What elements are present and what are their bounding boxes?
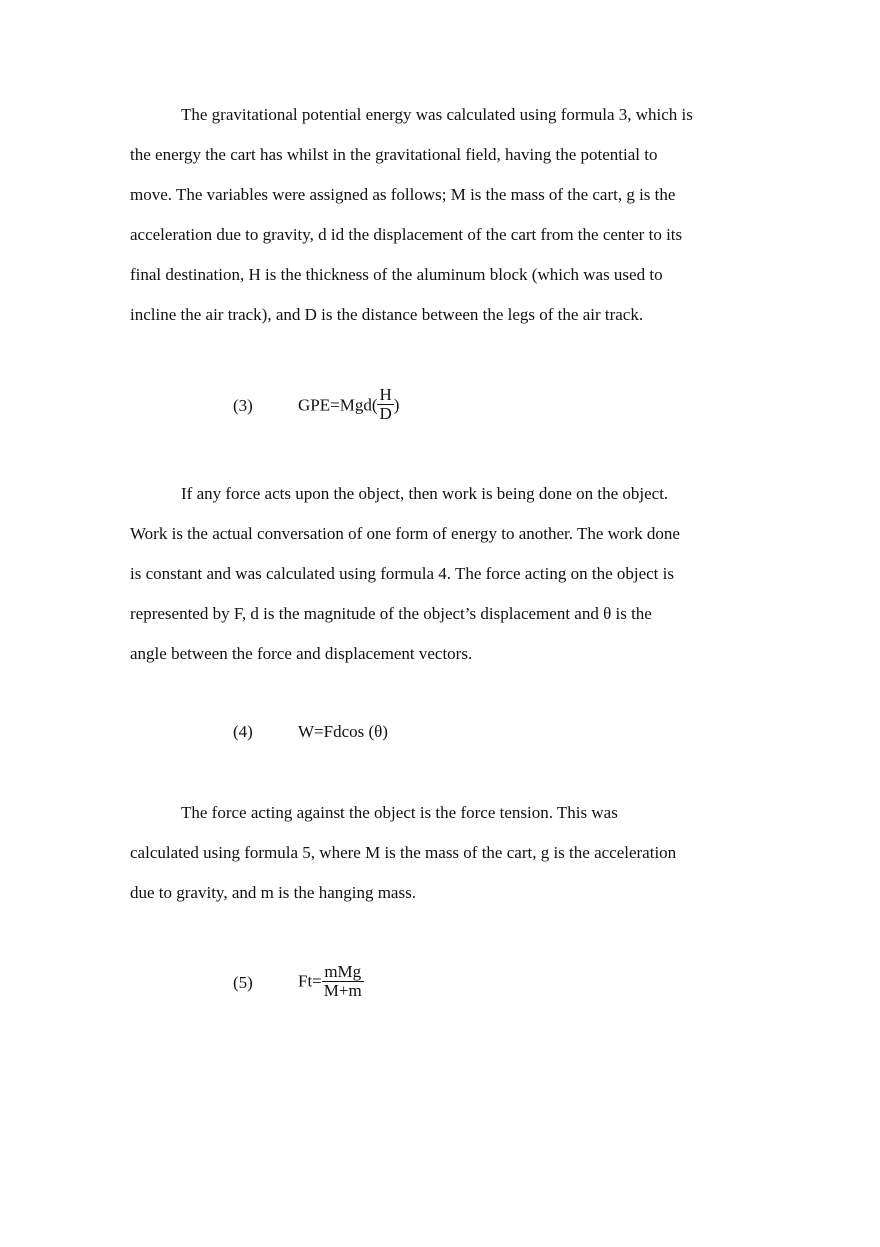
equation-body: W=Fdcos (θ) — [298, 722, 388, 741]
paragraph-line: angle between the force and displacement vectors. — [130, 644, 473, 663]
equation-number: (4) — [233, 722, 253, 741]
paragraph-force-tension — [130, 793, 710, 913]
paragraph-work — [130, 474, 710, 674]
paragraph-line: calculated using formula 5, where M is the mass of the cart, g is the acceleration — [130, 843, 677, 862]
paragraph-line: final destination, H is the thickness of the aluminum block (which was used to — [130, 265, 663, 284]
equation-prefix: GPE=Mgd( — [298, 395, 378, 415]
fraction-numerator: H — [379, 385, 392, 404]
equation-prefix: Ft= — [298, 971, 322, 991]
fraction — [377, 386, 393, 423]
equation-suffix: ) — [393, 395, 400, 415]
fraction — [322, 963, 364, 1000]
paragraph-line: is constant and was calculated using formula 4. The force acting on the object is — [130, 564, 674, 583]
equation-number: (5) — [233, 973, 253, 992]
equation-number: (3) — [233, 396, 253, 415]
paragraph-line: move. The variables were assigned as follows; M is the mass of the cart, g is the — [130, 185, 676, 204]
equation-body — [298, 963, 364, 1000]
paragraph-line: represented by F, d is the magnitude of the object’s displacement and θ is the — [130, 604, 652, 623]
paragraph-line: The gravitational potential energy was calculated using formula 3, which is — [181, 105, 693, 124]
paragraph-line: acceleration due to gravity, d id the displacement of the cart from the center to its — [130, 225, 683, 244]
fraction-denominator: D — [379, 404, 392, 423]
paragraph-gravitational-potential-energy — [130, 95, 710, 335]
paragraph-line: If any force acts upon the object, then work is being done on the object. — [181, 484, 669, 503]
paragraph-line: the energy the cart has whilst in the gravitational field, having the potential to — [130, 145, 658, 164]
paragraph-line: The force acting against the object is the force tension. This was — [181, 803, 618, 822]
paragraph-line: Work is the actual conversation of one form of energy to another. The work done — [130, 524, 680, 543]
fraction-numerator: mMg — [322, 963, 364, 982]
paragraph-line: due to gravity, and m is the hanging mass. — [130, 883, 416, 902]
paragraph-line: incline the air track), and D is the distance between the legs of the air track. — [130, 305, 644, 324]
fraction-denominator: M+m — [323, 981, 362, 1000]
equation-body — [298, 385, 400, 423]
